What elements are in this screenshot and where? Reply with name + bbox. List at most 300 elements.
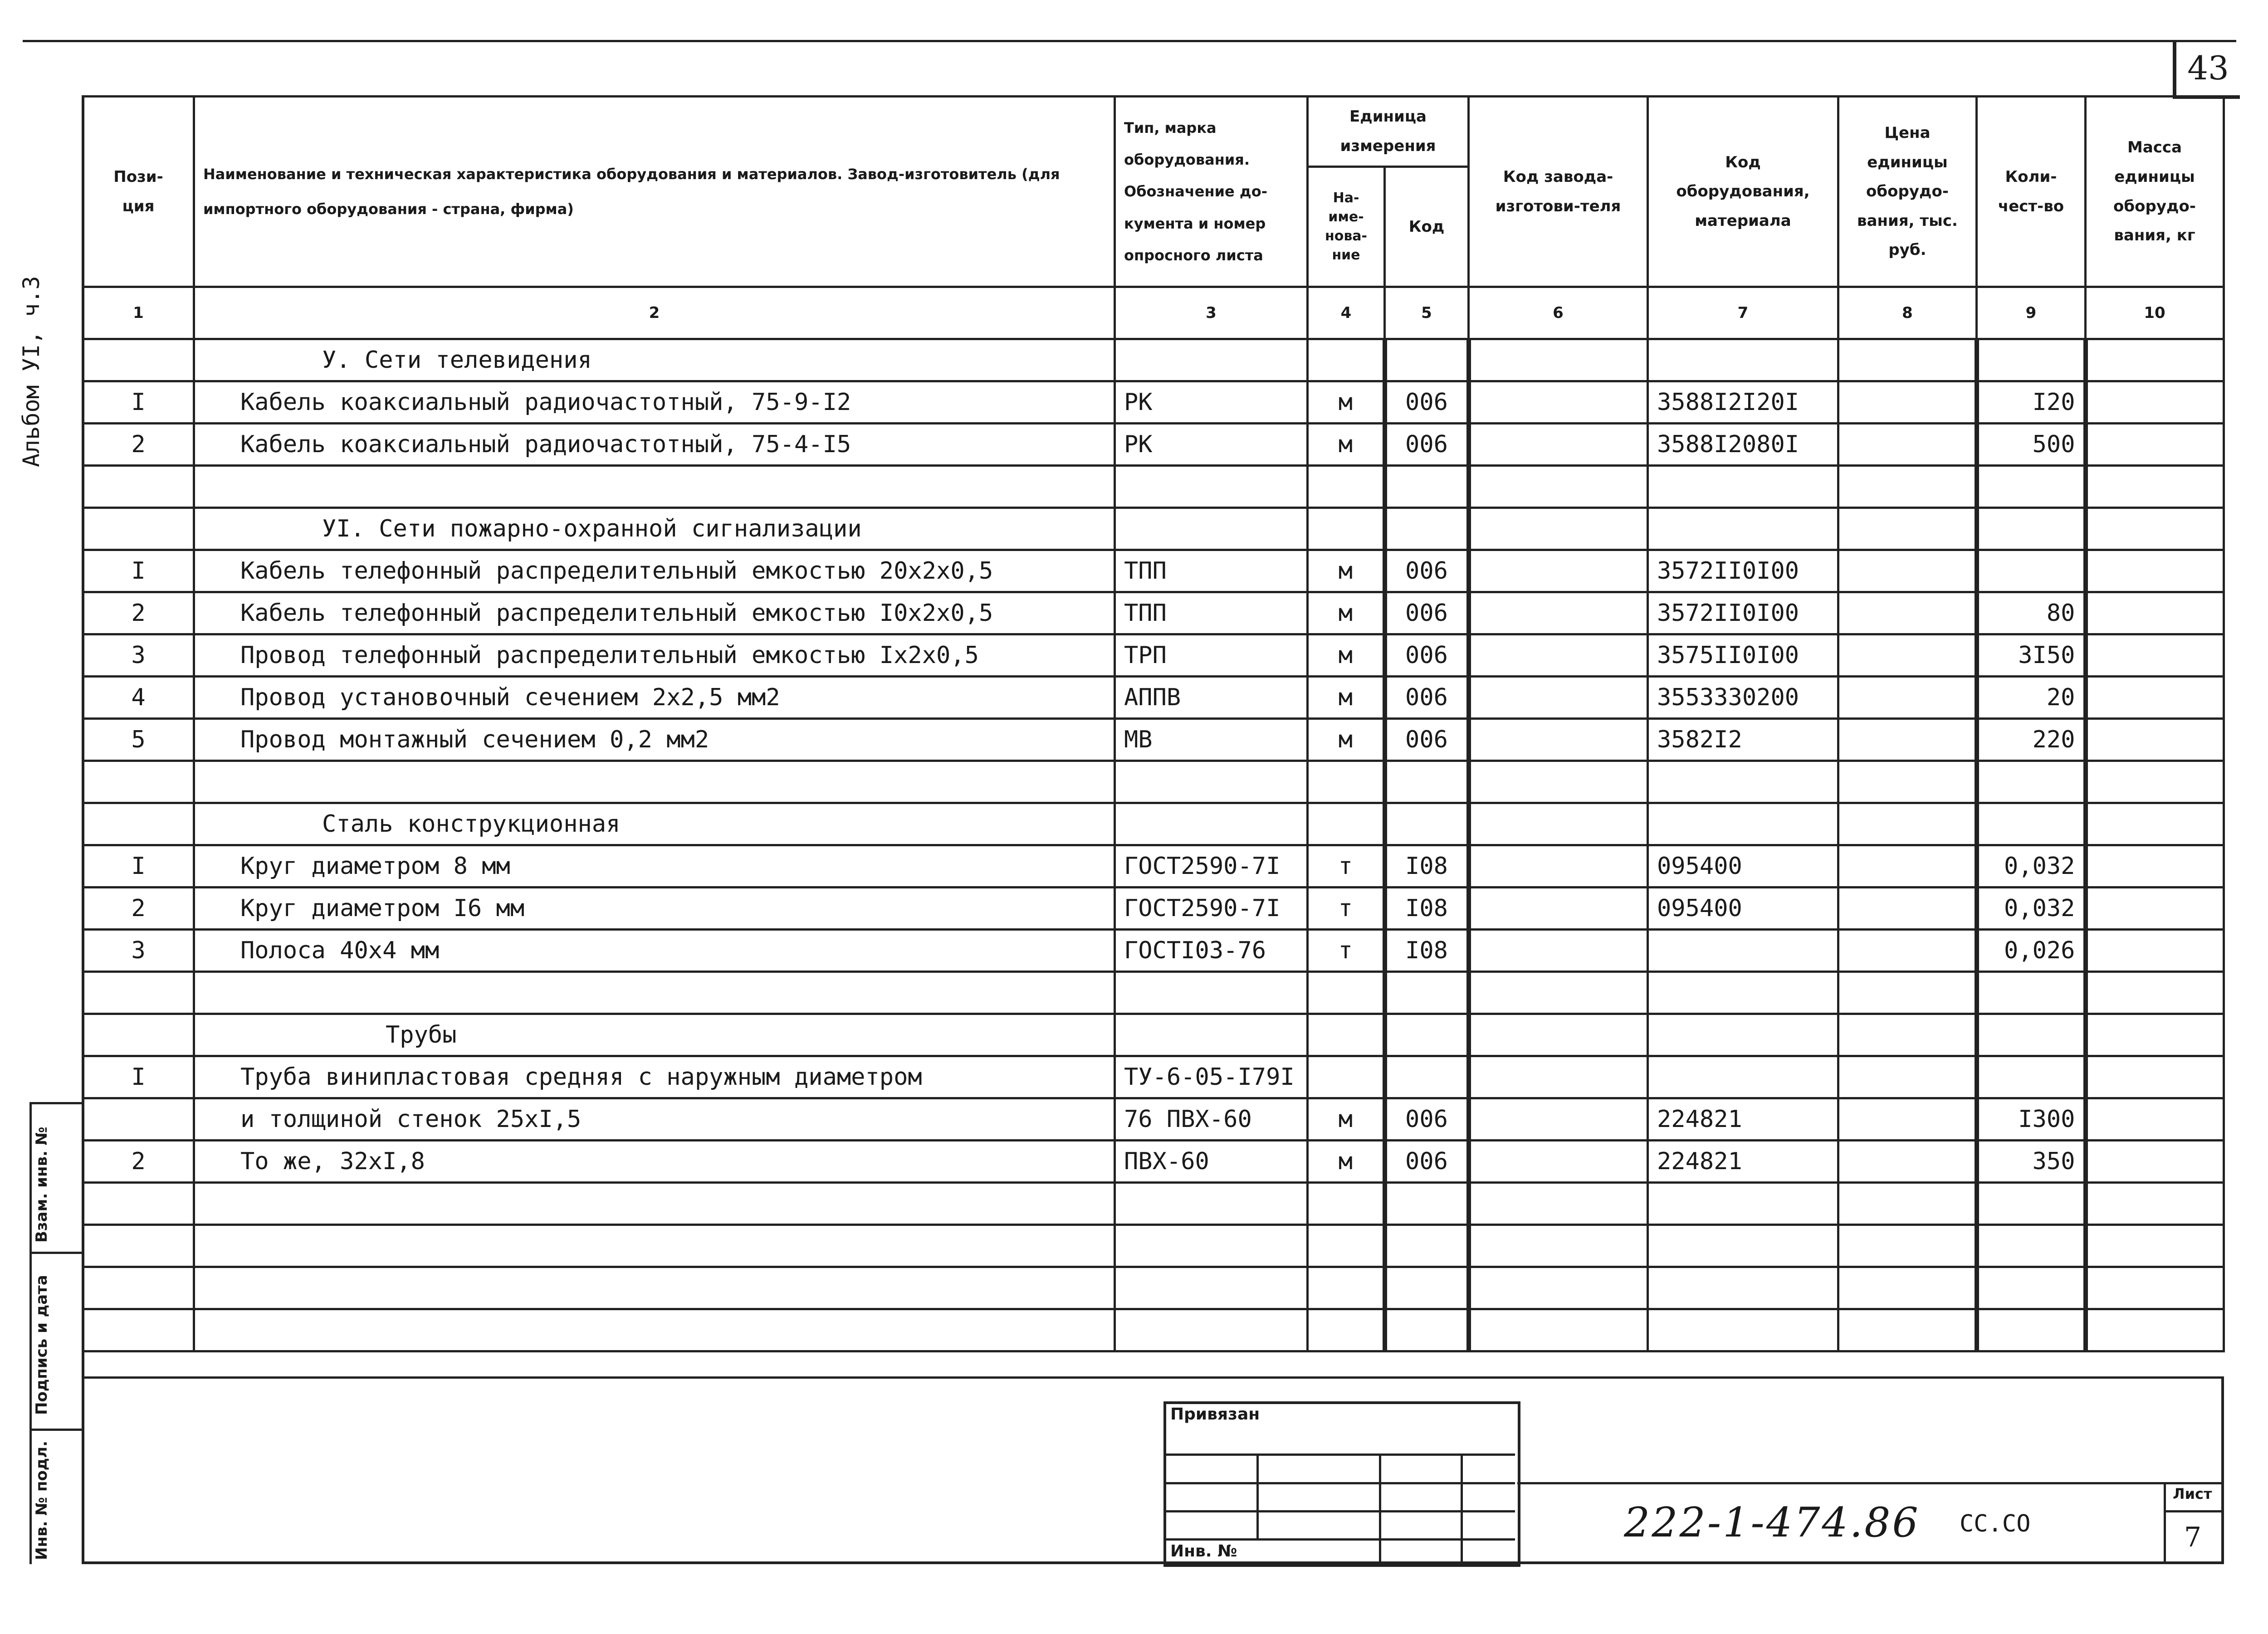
- position-cell: [83, 466, 194, 508]
- plant-code-cell: [1469, 761, 1648, 803]
- item-name-cell: Полоса 40х4 мм: [194, 930, 1115, 972]
- unit-code-cell: [1385, 508, 1469, 550]
- unit-code-cell: 006: [1385, 381, 1469, 424]
- mass-cell: [2086, 466, 2224, 508]
- unit-code-cell: [1385, 1225, 1469, 1267]
- quantity-cell: 3I50: [1977, 634, 2086, 677]
- price-cell: [1838, 424, 1977, 466]
- quantity-cell: 20: [1977, 677, 2086, 719]
- unit-code-cell: 006: [1385, 677, 1469, 719]
- header-equipment-code: Код оборудования, материала: [1648, 97, 1838, 287]
- item-name-cell: [194, 1183, 1115, 1225]
- item-name-cell: [194, 1225, 1115, 1267]
- type-mark-cell: МВ: [1115, 719, 1308, 761]
- type-mark-cell: 76 ПВХ-60: [1115, 1098, 1308, 1141]
- equipment-code-cell: 3588I2I20I: [1648, 381, 1838, 424]
- mass-cell: [2086, 1014, 2224, 1056]
- unit-code-cell: [1385, 972, 1469, 1014]
- document-code: 222-1-474.86: [1624, 1499, 1920, 1546]
- table-row: [83, 592, 2224, 634]
- quantity-cell: [1977, 1183, 2086, 1225]
- price-cell: [1838, 634, 1977, 677]
- price-cell: [1838, 550, 1977, 592]
- mass-cell: [2086, 339, 2224, 381]
- equipment-code-cell: 224821: [1648, 1098, 1838, 1141]
- document-series: СС.СО: [1960, 1510, 2031, 1537]
- bottom-frame-top: [82, 1376, 2223, 1379]
- quantity-cell: [1977, 508, 2086, 550]
- table-row: [83, 1056, 2224, 1098]
- type-mark-cell: [1115, 972, 1308, 1014]
- type-mark-cell: [1115, 803, 1308, 845]
- unit-cell: м: [1308, 677, 1385, 719]
- plant-code-cell: [1469, 592, 1648, 634]
- unit-code-cell: [1385, 761, 1469, 803]
- position-cell: 3: [83, 930, 194, 972]
- item-name-cell: Круг диаметром I6 мм: [194, 888, 1115, 930]
- type-mark-cell: [1115, 761, 1308, 803]
- unit-cell: [1308, 1225, 1385, 1267]
- position-cell: 2: [83, 1141, 194, 1183]
- sheet-box-mid: [2164, 1510, 2223, 1512]
- equipment-code-cell: 3553330200: [1648, 677, 1838, 719]
- stamp-vline: [1461, 1454, 1463, 1561]
- quantity-cell: [1977, 339, 2086, 381]
- blank-row: [83, 972, 2224, 1014]
- item-name-cell: [194, 1309, 1115, 1351]
- table-row: [83, 719, 2224, 761]
- price-cell: [1838, 972, 1977, 1014]
- side-strip-sep: [29, 1252, 84, 1254]
- item-name-cell: Кабель коаксиальный радиочастотный, 75-9-I2: [194, 381, 1115, 424]
- sheet-box-left: [2164, 1482, 2166, 1564]
- column-numbers-row: [83, 287, 2224, 339]
- mass-cell: [2086, 1267, 2224, 1309]
- mass-cell: [2086, 930, 2224, 972]
- mass-cell: [2086, 1309, 2224, 1351]
- unit-code-cell: [1385, 1056, 1469, 1098]
- section-title: УІ. Сети пожарно-охранной сигнализации: [194, 508, 1115, 550]
- col-number: 2: [194, 287, 1115, 339]
- side-label-signature: Подпись и дата: [33, 1275, 51, 1415]
- col-number: 8: [1838, 287, 1977, 339]
- position-cell: I: [83, 381, 194, 424]
- col-number: 5: [1385, 287, 1469, 339]
- unit-cell: [1308, 761, 1385, 803]
- section-row: [83, 1014, 2224, 1056]
- price-cell: [1838, 381, 1977, 424]
- unit-cell: м: [1308, 424, 1385, 466]
- equipment-code-cell: [1648, 930, 1838, 972]
- item-name-cell: [194, 466, 1115, 508]
- mass-cell: [2086, 381, 2224, 424]
- table-row: [83, 888, 2224, 930]
- table-row: [83, 1141, 2224, 1183]
- item-name-cell: [194, 1267, 1115, 1309]
- type-mark-cell: [1115, 1267, 1308, 1309]
- sheet-label: Лист: [2173, 1485, 2212, 1502]
- item-name-cell: Провод установочный сечением 2х2,5 мм2: [194, 677, 1115, 719]
- unit-code-cell: 006: [1385, 424, 1469, 466]
- item-name-cell: Труба винипластовая средняя с наружным диаметром: [194, 1056, 1115, 1098]
- side-label-original-inventory: Инв. № подл.: [33, 1440, 51, 1560]
- position-cell: [83, 1098, 194, 1141]
- unit-code-cell: I08: [1385, 845, 1469, 888]
- unit-code-cell: [1385, 803, 1469, 845]
- header-price: Цена единицы оборудо-вания, тыс. руб.: [1838, 97, 1977, 287]
- plant-code-cell: [1469, 972, 1648, 1014]
- unit-cell: м: [1308, 381, 1385, 424]
- equipment-code-cell: 095400: [1648, 845, 1838, 888]
- header-position: Пози- ция: [83, 97, 194, 287]
- type-mark-cell: [1115, 508, 1308, 550]
- equipment-code-cell: 3582I2: [1648, 719, 1838, 761]
- equipment-code-cell: 3572II0I00: [1648, 592, 1838, 634]
- mass-cell: [2086, 719, 2224, 761]
- left-frame-line: [82, 95, 84, 1564]
- item-name-cell: Провод телефонный распределительный емкостью Iх2х0,5: [194, 634, 1115, 677]
- price-cell: [1838, 1014, 1977, 1056]
- unit-cell: [1308, 1267, 1385, 1309]
- price-cell: [1838, 339, 1977, 381]
- quantity-cell: 0,032: [1977, 845, 2086, 888]
- type-mark-cell: ТПП: [1115, 550, 1308, 592]
- header-unit-code: Код: [1385, 167, 1469, 287]
- price-cell: [1838, 803, 1977, 845]
- price-cell: [1838, 1225, 1977, 1267]
- position-cell: 2: [83, 592, 194, 634]
- unit-cell: [1308, 339, 1385, 381]
- header-mass: Масса единицы оборудо-вания, кг: [2086, 97, 2224, 287]
- mass-cell: [2086, 592, 2224, 634]
- table-row: [83, 1098, 2224, 1141]
- price-cell: [1838, 592, 1977, 634]
- unit-code-cell: [1385, 1267, 1469, 1309]
- header-unit-name: На-име-нова-ние: [1308, 167, 1385, 287]
- header-type-mark: Тип, марка оборудования. Обозначение до-кумента и номер опросного листа: [1115, 97, 1308, 287]
- album-label: Альбом УІ, ч.3: [18, 276, 44, 467]
- equipment-code-cell: [1648, 1267, 1838, 1309]
- section-title: Трубы: [194, 1014, 1115, 1056]
- position-cell: [83, 339, 194, 381]
- mass-cell: [2086, 1141, 2224, 1183]
- sheet-corner-number: 43: [2173, 41, 2240, 99]
- type-mark-cell: [1115, 1225, 1308, 1267]
- table-row: [83, 550, 2224, 592]
- plant-code-cell: [1469, 1098, 1648, 1141]
- position-cell: I: [83, 845, 194, 888]
- blank-row: [83, 1183, 2224, 1225]
- unit-cell: м: [1308, 1098, 1385, 1141]
- side-strip-left: [29, 1102, 32, 1564]
- mass-cell: [2086, 424, 2224, 466]
- equipment-code-cell: [1648, 1309, 1838, 1351]
- quantity-cell: [1977, 1014, 2086, 1056]
- item-name-cell: Круг диаметром 8 мм: [194, 845, 1115, 888]
- header-name: Наименование и техническая характеристика оборудования и материалов. Завод-изготовитель (для импортного оборудования - страна, фирма): [194, 97, 1115, 287]
- unit-code-cell: 006: [1385, 634, 1469, 677]
- unit-code-cell: [1385, 339, 1469, 381]
- table-row: [83, 634, 2224, 677]
- unit-cell: м: [1308, 550, 1385, 592]
- position-cell: 4: [83, 677, 194, 719]
- equipment-code-cell: [1648, 1056, 1838, 1098]
- quantity-cell: [1977, 761, 2086, 803]
- unit-code-cell: [1385, 466, 1469, 508]
- bottom-frame-bottom: [82, 1561, 2223, 1564]
- type-mark-cell: [1115, 339, 1308, 381]
- type-mark-cell: РК: [1115, 424, 1308, 466]
- plant-code-cell: [1469, 803, 1648, 845]
- type-mark-cell: ТУ-6-05-I79I: [1115, 1056, 1308, 1098]
- unit-cell: [1308, 1056, 1385, 1098]
- blank-row: [83, 466, 2224, 508]
- position-cell: 5: [83, 719, 194, 761]
- unit-code-cell: [1385, 1183, 1469, 1225]
- mass-cell: [2086, 508, 2224, 550]
- mass-cell: [2086, 761, 2224, 803]
- type-mark-cell: ГОСТ2590-7I: [1115, 888, 1308, 930]
- price-cell: [1838, 466, 1977, 508]
- section-title: У. Сети телевидения: [194, 339, 1115, 381]
- position-cell: 2: [83, 888, 194, 930]
- mass-cell: [2086, 677, 2224, 719]
- item-name-cell: [194, 761, 1115, 803]
- col-number: 3: [1115, 287, 1308, 339]
- unit-cell: т: [1308, 845, 1385, 888]
- col-number: 10: [2086, 287, 2224, 339]
- side-label-replacement: Взам. инв. №: [33, 1127, 51, 1243]
- item-name-cell: и толщиной стенок 25хI,5: [194, 1098, 1115, 1141]
- price-cell: [1838, 1183, 1977, 1225]
- plant-code-cell: [1469, 424, 1648, 466]
- sheet-number: 7: [2184, 1522, 2202, 1553]
- col-number: 9: [1977, 287, 2086, 339]
- mass-cell: [2086, 634, 2224, 677]
- price-cell: [1838, 719, 1977, 761]
- quantity-cell: 0,026: [1977, 930, 2086, 972]
- price-cell: [1838, 1309, 1977, 1351]
- type-mark-cell: ГОСТI03-76: [1115, 930, 1308, 972]
- quantity-cell: [1977, 803, 2086, 845]
- table-row: [83, 424, 2224, 466]
- plant-code-cell: [1469, 550, 1648, 592]
- unit-cell: м: [1308, 1141, 1385, 1183]
- type-mark-cell: ТРП: [1115, 634, 1308, 677]
- quantity-cell: I20: [1977, 381, 2086, 424]
- price-cell: [1838, 761, 1977, 803]
- equipment-code-cell: 3588I2080I: [1648, 424, 1838, 466]
- item-name-cell: [194, 972, 1115, 1014]
- equipment-code-cell: [1648, 339, 1838, 381]
- code-area-top: [1517, 1482, 2223, 1484]
- equipment-code-cell: [1648, 1183, 1838, 1225]
- mass-cell: [2086, 803, 2224, 845]
- unit-cell: [1308, 1309, 1385, 1351]
- stamp-vline: [1379, 1454, 1381, 1561]
- section-row: [83, 508, 2224, 550]
- blank-row: [83, 1225, 2224, 1267]
- equipment-code-cell: 224821: [1648, 1141, 1838, 1183]
- price-cell: [1838, 1056, 1977, 1098]
- quantity-cell: 500: [1977, 424, 2086, 466]
- col-number: 1: [83, 287, 194, 339]
- plant-code-cell: [1469, 1014, 1648, 1056]
- type-mark-cell: [1115, 1014, 1308, 1056]
- position-cell: [83, 761, 194, 803]
- section-row: [83, 339, 2224, 381]
- unit-code-cell: I08: [1385, 888, 1469, 930]
- plant-code-cell: [1469, 1309, 1648, 1351]
- position-cell: 2: [83, 424, 194, 466]
- unit-cell: т: [1308, 930, 1385, 972]
- equipment-code-cell: [1648, 803, 1838, 845]
- header-unit-group: Единица измерения: [1308, 97, 1469, 167]
- unit-code-cell: 006: [1385, 550, 1469, 592]
- inventory-number-label: Инв. №: [1170, 1542, 1237, 1561]
- unit-cell: [1308, 1183, 1385, 1225]
- side-strip-sep: [29, 1429, 84, 1431]
- quantity-cell: [1977, 972, 2086, 1014]
- specification-table: [82, 95, 2225, 1352]
- mass-cell: [2086, 888, 2224, 930]
- equipment-code-cell: [1648, 761, 1838, 803]
- blank-row: [83, 761, 2224, 803]
- price-cell: [1838, 930, 1977, 972]
- header-quantity: Коли-чест-во: [1977, 97, 2086, 287]
- quantity-cell: [1977, 550, 2086, 592]
- position-cell: [83, 1014, 194, 1056]
- price-cell: [1838, 677, 1977, 719]
- section-title: Сталь конструкционная: [194, 803, 1115, 845]
- table-row: [83, 381, 2224, 424]
- quantity-cell: 0,032: [1977, 888, 2086, 930]
- quantity-cell: [1977, 1309, 2086, 1351]
- position-cell: I: [83, 1056, 194, 1098]
- mass-cell: [2086, 1098, 2224, 1141]
- position-cell: [83, 1267, 194, 1309]
- plant-code-cell: [1469, 634, 1648, 677]
- plant-code-cell: [1469, 1183, 1648, 1225]
- col-number: 4: [1308, 287, 1385, 339]
- blank-row: [83, 1267, 2224, 1309]
- quantity-cell: [1977, 1267, 2086, 1309]
- right-frame-line: [2221, 1376, 2224, 1564]
- equipment-code-cell: [1648, 972, 1838, 1014]
- equipment-code-cell: [1648, 1225, 1838, 1267]
- unit-cell: м: [1308, 634, 1385, 677]
- equipment-code-cell: 3575II0I00: [1648, 634, 1838, 677]
- unit-code-cell: [1385, 1309, 1469, 1351]
- position-cell: 3: [83, 634, 194, 677]
- section-row: [83, 803, 2224, 845]
- unit-cell: [1308, 466, 1385, 508]
- mass-cell: [2086, 550, 2224, 592]
- plant-code-cell: [1469, 1267, 1648, 1309]
- item-name-cell: То же, 32хI,8: [194, 1141, 1115, 1183]
- mass-cell: [2086, 845, 2224, 888]
- unit-code-cell: 006: [1385, 1141, 1469, 1183]
- equipment-code-cell: [1648, 1014, 1838, 1056]
- unit-cell: [1308, 1014, 1385, 1056]
- item-name-cell: Провод монтажный сечением 0,2 мм2: [194, 719, 1115, 761]
- position-cell: I: [83, 550, 194, 592]
- plant-code-cell: [1469, 888, 1648, 930]
- equipment-code-cell: [1648, 466, 1838, 508]
- price-cell: [1838, 1141, 1977, 1183]
- type-mark-cell: [1115, 466, 1308, 508]
- plant-code-cell: [1469, 1225, 1648, 1267]
- unit-code-cell: 006: [1385, 592, 1469, 634]
- top-border: [23, 40, 2236, 42]
- binding-stamp-title: Привязан: [1170, 1405, 1260, 1424]
- type-mark-cell: [1115, 1309, 1308, 1351]
- quantity-cell: 220: [1977, 719, 2086, 761]
- header-plant-code: Код завода-изготови-теля: [1469, 97, 1648, 287]
- equipment-code-cell: 095400: [1648, 888, 1838, 930]
- position-cell: [83, 803, 194, 845]
- position-cell: [83, 508, 194, 550]
- type-mark-cell: ГОСТ2590-7I: [1115, 845, 1308, 888]
- plant-code-cell: [1469, 845, 1648, 888]
- quantity-cell: I300: [1977, 1098, 2086, 1141]
- type-mark-cell: [1115, 1183, 1308, 1225]
- mass-cell: [2086, 1183, 2224, 1225]
- type-mark-cell: АППВ: [1115, 677, 1308, 719]
- position-cell: [83, 972, 194, 1014]
- side-strip-sep: [29, 1102, 84, 1104]
- price-cell: [1838, 1267, 1977, 1309]
- col-number: 7: [1648, 287, 1838, 339]
- table-row: [83, 845, 2224, 888]
- equipment-code-cell: 3572II0I00: [1648, 550, 1838, 592]
- blank-row: [83, 1309, 2224, 1351]
- mass-cell: [2086, 972, 2224, 1014]
- plant-code-cell: [1469, 466, 1648, 508]
- col-number: 6: [1469, 287, 1648, 339]
- item-name-cell: Кабель коаксиальный радиочастотный, 75-4-I5: [194, 424, 1115, 466]
- unit-cell: [1308, 508, 1385, 550]
- unit-code-cell: 006: [1385, 719, 1469, 761]
- quantity-cell: 80: [1977, 592, 2086, 634]
- position-cell: [83, 1183, 194, 1225]
- plant-code-cell: [1469, 508, 1648, 550]
- quantity-cell: [1977, 1056, 2086, 1098]
- plant-code-cell: [1469, 381, 1648, 424]
- plant-code-cell: [1469, 339, 1648, 381]
- item-name-cell: Кабель телефонный распределительный емкостью I0х2х0,5: [194, 592, 1115, 634]
- unit-code-cell: 006: [1385, 1098, 1469, 1141]
- price-cell: [1838, 1098, 1977, 1141]
- table-row: [83, 930, 2224, 972]
- type-mark-cell: РК: [1115, 381, 1308, 424]
- position-cell: [83, 1309, 194, 1351]
- type-mark-cell: ПВХ-60: [1115, 1141, 1308, 1183]
- unit-cell: м: [1308, 719, 1385, 761]
- unit-cell: т: [1308, 888, 1385, 930]
- quantity-cell: [1977, 1225, 2086, 1267]
- item-name-cell: Кабель телефонный распределительный емкостью 20х2х0,5: [194, 550, 1115, 592]
- plant-code-cell: [1469, 1141, 1648, 1183]
- type-mark-cell: ТПП: [1115, 592, 1308, 634]
- unit-cell: [1308, 972, 1385, 1014]
- stamp-vline: [1256, 1454, 1259, 1541]
- plant-code-cell: [1469, 1056, 1648, 1098]
- unit-cell: м: [1308, 592, 1385, 634]
- table-row: [83, 677, 2224, 719]
- price-cell: [1838, 888, 1977, 930]
- unit-cell: [1308, 803, 1385, 845]
